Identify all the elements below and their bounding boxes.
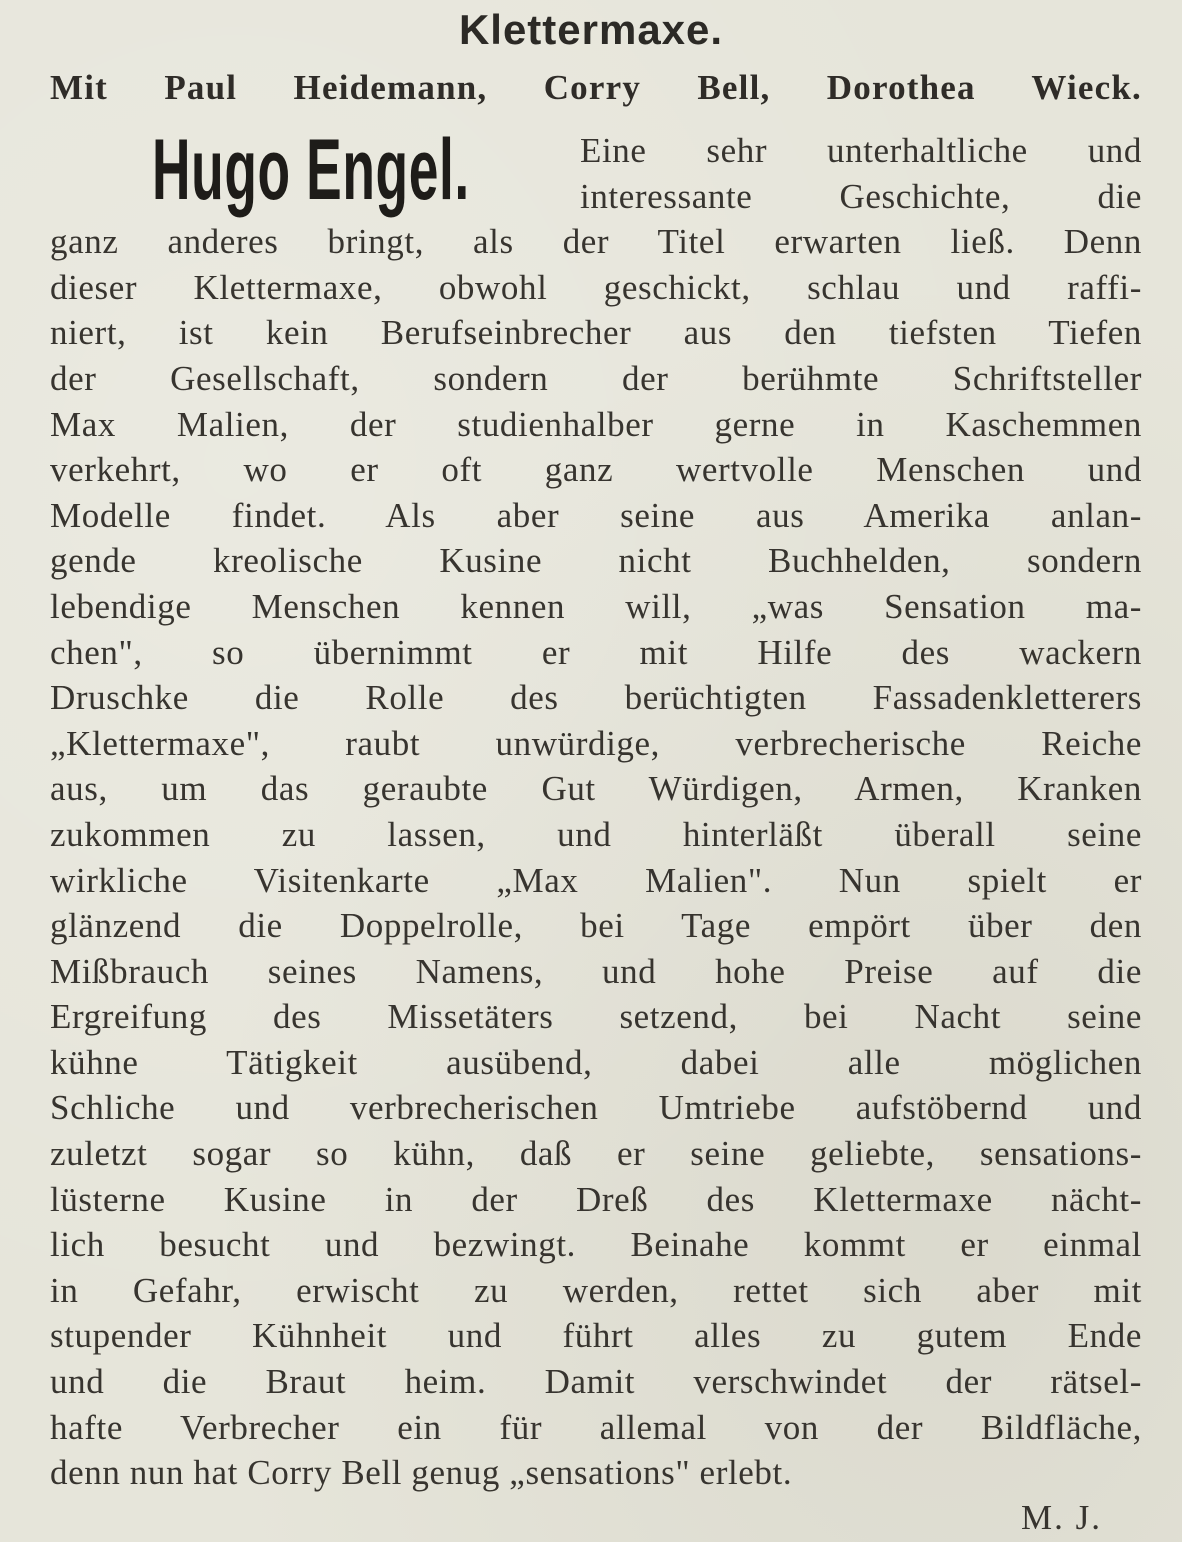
body-line: dieser Klettermaxe, obwohl geschickt, schlau und raffi- [50, 267, 1142, 307]
body-line: interessante Geschichte, die [580, 176, 1142, 216]
body-line: wirkliche Visitenkarte „Max Malien". Nun spielt er [50, 860, 1142, 900]
body-line: Ergreifung des Missetäters setzend, bei Nacht seine [50, 997, 1142, 1037]
body-line: Druschke die Rolle des berüchtigten Fassadenkletterers [50, 678, 1142, 718]
body-line: in Gefahr, erwischt zu werden, rettet sich aber mit [50, 1270, 1142, 1310]
author-signature: M. J. [1021, 1498, 1102, 1537]
article-body [50, 128, 1142, 1496]
body-line: ganz anderes bringt, als der Titel erwarten ließ. Denn [50, 222, 1142, 262]
body-line: niert, ist kein Berufseinbrecher aus den tiefsten Tiefen [50, 313, 1142, 353]
body-line: Eine sehr unterhaltliche und [580, 131, 1142, 170]
body-line: verkehrt, wo er oft ganz wertvolle Menschen und [50, 450, 1142, 490]
body-line: der Gesellschaft, sondern der berühmte Schriftsteller [50, 358, 1142, 398]
body-line: aus, um das geraubte Gut Würdigen, Armen, Kranken [50, 769, 1142, 809]
body-line: „Klettermaxe", raubt unwürdige, verbrecherische Reiche [50, 723, 1142, 763]
body-line: chen", so übernimmt er mit Hilfe des wackern [50, 632, 1142, 672]
production-company: Hugo Engel. [152, 122, 470, 218]
body-line: und die Braut heim. Damit verschwindet der rätsel- [50, 1362, 1142, 1402]
body-line: kühne Tätigkeit ausübend, dabei alle möglichen [50, 1042, 1142, 1082]
body-line: lüsterne Kusine in der Dreß des Klettermaxe nächt- [50, 1179, 1142, 1219]
body-line: gende kreolische Kusine nicht Buchhelden, sondern [50, 541, 1142, 581]
body-line: Mißbrauch seines Namens, und hohe Preise auf die [50, 951, 1142, 991]
body-line: zukommen zu lassen, und hinterläßt überall seine [50, 814, 1142, 854]
body-line: denn nun hat Corry Bell genug „sensations" erlebt. [50, 1453, 793, 1493]
body-line: Max Malien, der studienhalber gerne in Kaschemmen [50, 404, 1142, 444]
article-title: Klettermaxe. [458, 6, 724, 53]
body-line: hafte Verbrecher ein für allemal von der Bildfläche, [50, 1407, 1142, 1447]
body-line: zuletzt sogar so kühn, daß er seine geliebte, sensations- [50, 1134, 1142, 1174]
body-line: Schliche und verbrecherischen Umtriebe aufstöbernd und [50, 1088, 1142, 1128]
body-line: lebendige Menschen kennen will, „was Sensation ma- [50, 586, 1142, 626]
body-line: lich besucht und bezwingt. Beinahe kommt er einmal [50, 1225, 1142, 1265]
body-line: glänzend die Doppelrolle, bei Tage empört über den [50, 906, 1142, 946]
body-line: stupender Kühnheit und führt alles zu gutem Ende [50, 1316, 1142, 1356]
body-line: Modelle findet. Als aber seine aus Amerika anlan- [50, 495, 1142, 535]
cast-line: Mit Paul Heidemann, Corry Bell, Dorothea Wieck. [50, 68, 1142, 107]
